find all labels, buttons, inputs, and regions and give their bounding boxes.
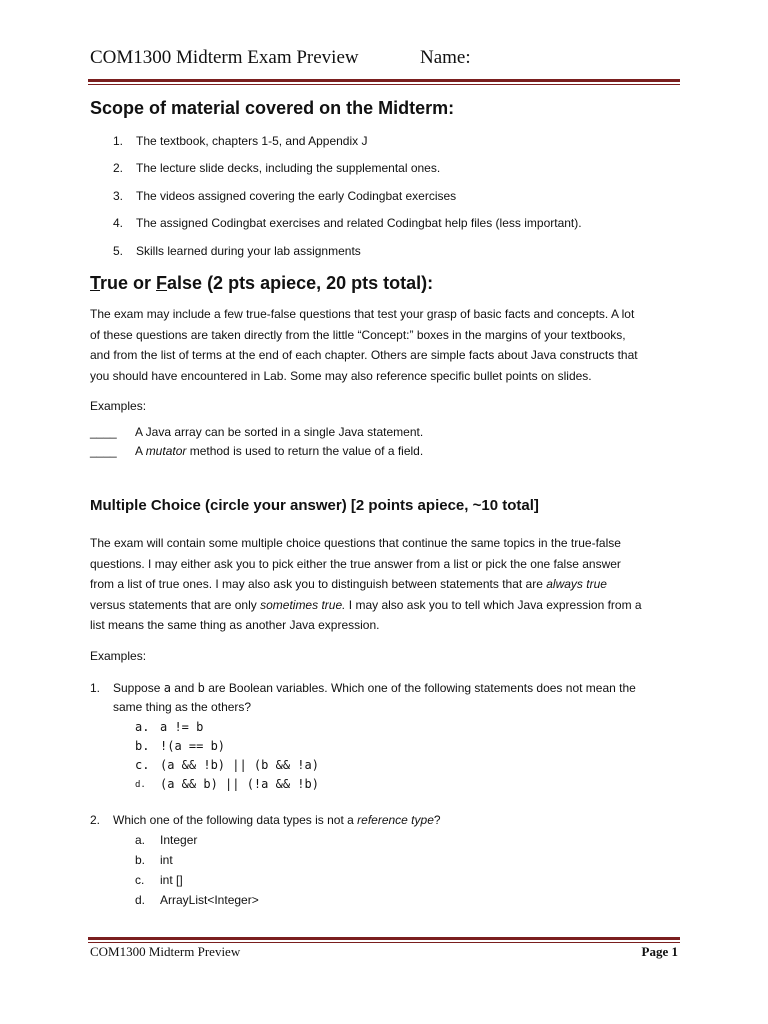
question-2: 2. <box>90 813 101 827</box>
question-1: 1. <box>90 681 101 695</box>
scope-heading: Scope of material covered on the Midterm: <box>90 98 455 118</box>
question-1-text-line2: same thing as the others? <box>113 700 252 714</box>
true-false-heading: True or False (2 pts apiece, 20 pts total): <box>90 273 434 293</box>
tf-example-row: ____ A mutator method is used to return the value of a field. <box>90 444 424 458</box>
document-title: COM1300 Midterm Exam Preview <box>90 47 359 68</box>
name-label: Name: <box>420 47 471 68</box>
multiple-choice-heading: Multiple Choice (circle your answer) [2 points apiece, ~10 total] <box>90 497 539 514</box>
tf-example-row: ____ A Java array can be sorted in a single Java statement. <box>90 425 424 439</box>
true-false-paragraph: The exam may include a few true-false questions that test your grasp of basic facts and concepts. A lot of these questions are taken directly from the little “Concept:” boxes in the margins of your textbooks, and from the list of terms at the end of each chapter. Others are simple facts about Java constructs that you should have encountered in Lab. Some may also reference specific bullet points on slides. <box>90 307 638 383</box>
answer-blank[interactable]: ____ <box>90 425 117 439</box>
multiple-choice-paragraph: The exam will contain some multiple choice questions that continue the same topics in the true-false questions. I may either ask you to pick either the true answer from a list or pick the one false answer from a list of true ones. I may also ask you to distinguish between statements that are always true versus statements that are only sometimes true. I may also ask you to tell which Java expression from a list means the same thing as another Java expression. <box>90 536 642 633</box>
footer-rule-thin <box>88 942 680 943</box>
answer-blank[interactable]: ____ <box>90 444 117 458</box>
footer-rule <box>88 937 680 940</box>
footer-title: COM1300 Midterm Preview <box>90 944 241 959</box>
header-rule-thin <box>88 84 680 85</box>
question-2-text: Which one of the following data types is not a reference type? <box>113 813 441 827</box>
mc-examples-label: Examples: <box>90 649 147 663</box>
header-rule <box>88 79 680 82</box>
examples-label: Examples: <box>90 399 147 413</box>
page-number: Page 1 <box>641 944 678 959</box>
question-1-text: Suppose a and b are Boolean variables. Which one of the following statements does not mean the <box>113 681 636 695</box>
page-header <box>90 47 680 75</box>
